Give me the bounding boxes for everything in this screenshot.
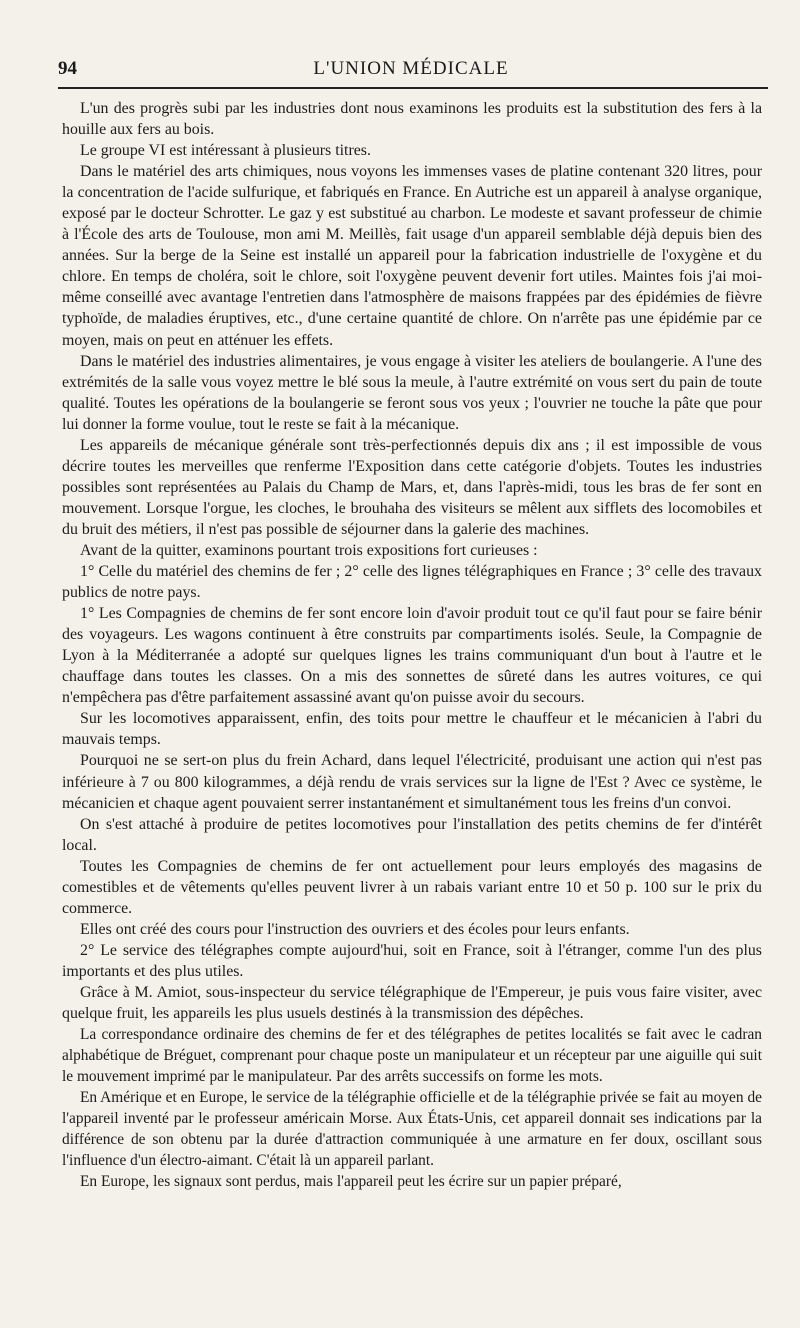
running-title: L'UNION MÉDICALE (313, 58, 509, 79)
page-number: 94 (58, 58, 77, 79)
paragraph: Toutes les Compagnies de chemins de fer ont actuellement pour leurs employés des magasins de comestibles et de vêtements qu'elles peuvent livrer à un rabais variant entre 10 et 50 p. 100 sur le prix du commerce. (62, 857, 762, 917)
paragraph: Sur les locomotives apparaissent, enfin, des toits pour mettre le chauffeur et le mécanicien à l'abri du mauvais temps. (62, 710, 762, 749)
paragraph: Avant de la quitter, examinons pourtant trois expositions fort curieuses : (80, 541, 538, 559)
paragraph: Dans le matériel des arts chimiques, nous voyons les immenses vases de platine contenant 320 litres, pour la concentration de l'acide sulfurique, et fabriqués en France. En Autriche est un appareil à analyse organique, exposé par le docteur Schrotter. Le gaz y est substitué au charbon. Le modeste et savant professeur de chimie à l'École des arts de Toulouse, mon ami M. Meillès, fait usage d'un appareil semblable déjà depuis bien des années. Sur la berge de la Seine est installé un appareil pour la fabrication industrielle de l'oxygène et du chlore. En temps de choléra, soit le chlore, soit l'oxygène peuvent devenir fort utiles. Maintes fois j'ai moi-même conseillé avec avantage l'entretien dans l'atmosphère de maisons frappées par des épidémies de fièvre typhoïde, de maladies éruptives, etc., d'une certaine quantité de chlore. On n'arrête pas une épidémie par ce moyen, mais on peut en atténuer les effets. (62, 163, 762, 349)
paragraph: En Europe, les signaux sont perdus, mais l'appareil peut les écrire sur un papier préparé, (80, 1173, 622, 1191)
paragraph: 1° Les Compagnies de chemins de fer sont encore loin d'avoir produit tout ce qu'il faut pour se faire bénir des voyageurs. Les wagons continuent à être construits par compartiments isolés. Seule, la Compagnie de Lyon à la Méditerranée a adopté sur quelques lignes les trains communiquant d'un bout à l'autre et le chauffage dans toutes les classes. On a mis des sonnettes de sûreté dans les autres voitures, ce qui n'empêchera pas d'être parfaitement assassiné avant qu'on puisse avoir du secours. (62, 605, 762, 707)
paragraph: 1° Celle du matériel des chemins de fer ; 2° celle des lignes télégraphiques en France ; 3° celle des travaux publics de notre pays. (62, 563, 762, 602)
paragraph: Les appareils de mécanique générale sont très-perfectionnés depuis dix ans ; il est impossible de vous décrire toutes les merveilles que renferme l'Exposition dans cette catégorie d'objets. Toutes les industries possibles sont représentées au Palais du Champ de Mars, et, dans l'après-midi, tous les bras de fer sont en mouvement. Lorsque l'orgue, les cloches, le brouhaha des visiteurs se mêlent aux sifflets des locomobiles et du bruit des métiers, il n'est pas possible de séjourner dans la galerie des machines. (62, 436, 762, 538)
page-header (56, 58, 766, 84)
paragraph: En Amérique et en Europe, le service de la télégraphie officielle et de la télégraphie privée se fait au moyen de l'appareil inventé par le professeur américain Morse. Aux États-Unis, cet appareil donnait ses indications par la différence de son obtenu par la durée d'attraction communiquée à une armature en fer doux, oscillant sous l'influence d'un électro-aimant. C'était là un appareil parlant. (62, 1089, 762, 1170)
paragraph: Elles ont créé des cours pour l'instruction des ouvriers et des écoles pour leurs enfants. (80, 920, 630, 938)
paragraph: Dans le matériel des industries alimentaires, je vous engage à visiter les ateliers de boulangerie. A l'une des extrémités de la salle vous voyez mettre le blé sous la meule, à l'autre extrémité on vous sert du pain de toute qualité. Toutes les opérations de la boulangerie se feront sous vos yeux ; l'ouvrier ne touche la pâte que pour lui donner la forme voulue, tout le reste se fait à la mécanique. (62, 352, 762, 433)
paragraph: Pourquoi ne se sert-on plus du frein Achard, dans lequel l'électricité, produisant une action qui n'est pas inférieure à 7 ou 800 kilogrammes, a déjà rendu de vrais services sur la ligne de l'Est ? Avec ce système, le mécanicien et chaque agent pouvaient serrer instantanément et simultanément tous les freins d'un convoi. (62, 752, 762, 812)
paragraph: Le groupe VI est intéressant à plusieurs titres. (80, 142, 371, 160)
paragraph: La correspondance ordinaire des chemins de fer et des télégraphes de petites localités se fait avec le cadran alphabétique de Bréguet, comprenant pour chaque poste un manipulateur et un récepteur par une aiguille qui suit le mouvement imprimé par le manipulateur. Par des arrêts successifs on forme les mots. (62, 1026, 762, 1086)
body-text (62, 98, 762, 1192)
paragraph: On s'est attaché à produire de petites locomotives pour l'installation des petits chemins de fer d'intérêt local. (62, 815, 762, 854)
paragraph: L'un des progrès subi par les industries dont nous examinons les produits est la substitution des fers à la houille aux fers au bois. (62, 100, 762, 139)
paragraph: Grâce à M. Amiot, sous-inspecteur du service télégraphique de l'Empereur, je puis vous faire visiter, avec quelque fruit, les appareils les plus usuels destinés à la transmission des dépêches. (62, 983, 762, 1023)
header-rule (58, 87, 768, 89)
paragraph: 2° Le service des télégraphes compte aujourd'hui, soit en France, soit à l'étranger, comme l'un des plus importants et des plus utiles. (62, 941, 762, 980)
